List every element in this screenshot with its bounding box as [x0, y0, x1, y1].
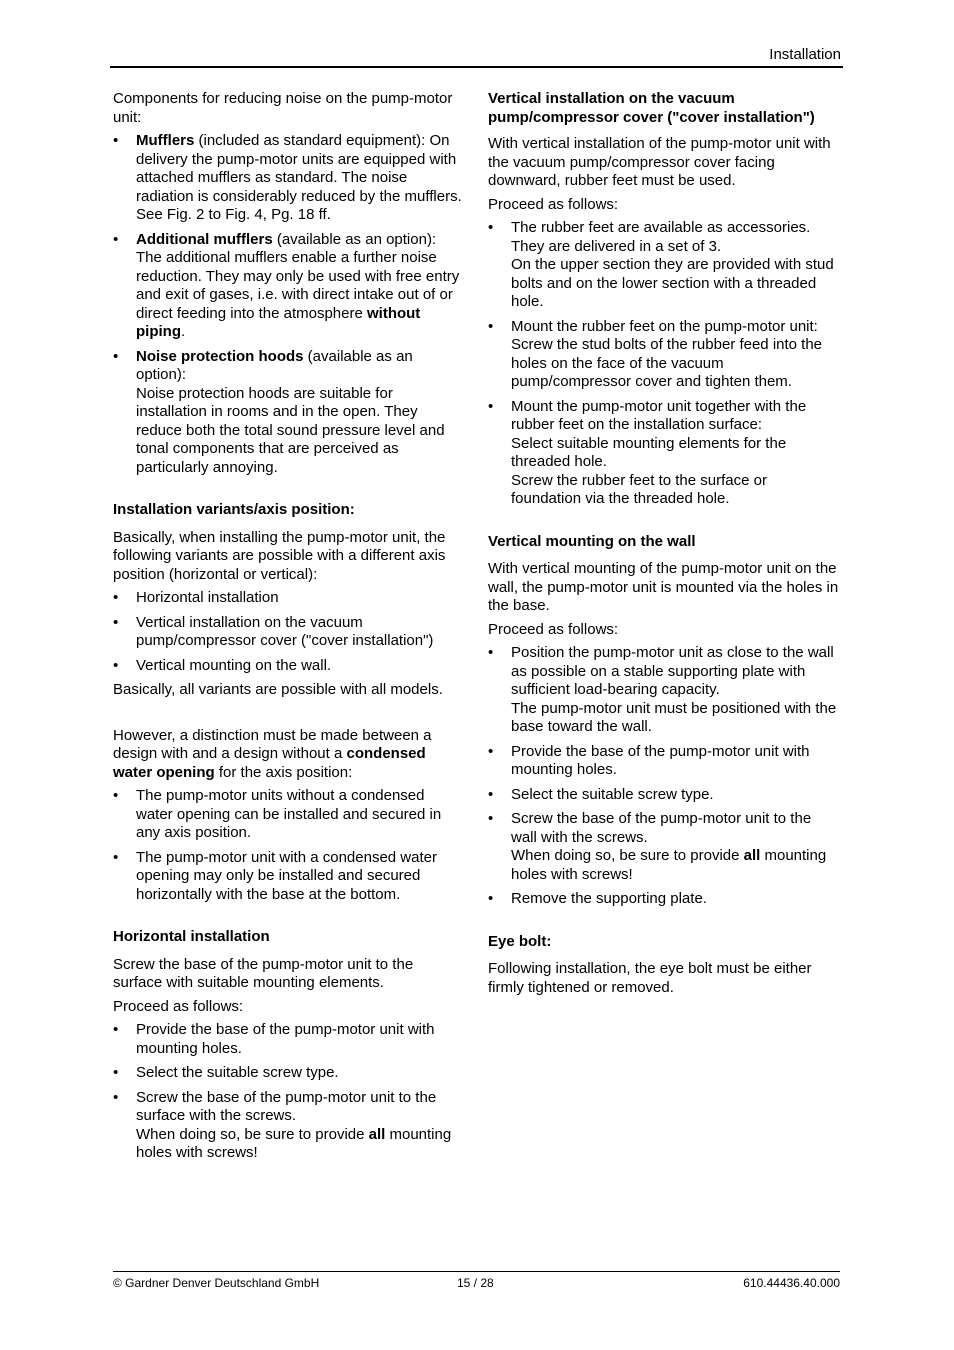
emphasis: condensed water opening	[113, 745, 426, 781]
page-header	[110, 46, 843, 68]
list-item: • Select the suitable screw type.	[488, 786, 840, 805]
term: Additional mufflers	[136, 230, 273, 248]
list-item: • Horizontal installation	[113, 589, 465, 608]
paragraph: Screw the base of the pump-motor unit to the surface with suitable mounting elements.	[113, 955, 414, 991]
term: Noise protection hoods	[136, 347, 304, 365]
description: (available as an option): The additional mufflers enable a further noise reduction. They may only be used with free entry and exit of gases, i.e. with direct intake out of or direct feeding into the atmosphere	[136, 230, 460, 322]
list-item: • Mount the rubber feet on the pump-motor unit: Screw the stud bolts of the rubber feed into the holes on the face of the vacuum pump/compressor cover and tighten them.	[488, 318, 840, 392]
list-item: • Mount the pump-motor unit together with the rubber feet on the installation surface: Select suitable mounting elements for the threaded hole. Screw the rubber feet to the surface or foundation via the threaded hole.	[488, 398, 840, 509]
section-heading: Vertical installation on the vacuum pump/compressor cover ("cover installation")	[488, 90, 815, 126]
list-item: • The pump-motor units without a condensed water opening can be installed and secured in any axis position.	[113, 787, 465, 843]
section-heading: Vertical mounting on the wall	[488, 532, 696, 550]
paragraph: Proceed as follows:	[488, 195, 619, 213]
term: Mufflers	[136, 132, 195, 149]
list-item: • Provide the base of the pump-motor unit with mounting holes.	[488, 743, 840, 780]
emphasis: all	[368, 1125, 386, 1143]
paragraph: Proceed as follows:	[488, 620, 619, 638]
description: Noise protection hoods are suitable for installation in rooms and in the open. They reduce both the total sound pressure level and tonal components that are perceived as particularly annoying.	[136, 384, 445, 476]
variants-list	[113, 589, 465, 675]
list-item: • Select the suitable screw type.	[113, 1064, 465, 1083]
description: (available as an option):	[136, 347, 413, 383]
section-title: Installation	[769, 46, 841, 63]
description: (included as standard equipment): On delivery the pump-motor units are equipped with attached mufflers as standard. The noise radiation is considerably reduced by the mufflers. See Fig. 2 to Fig. 4, Pg. 18 ff.	[136, 132, 462, 223]
list-item: • The pump-motor unit with a condensed water opening may only be installed and secured horizontally with the base at the bottom.	[113, 849, 465, 905]
cover-steps-list	[488, 219, 840, 509]
list-item: • Position the pump-motor unit as close to the wall as possible on a stable supporting plate with sufficient load-bearing capacity. The pump-motor unit must be positioned with the base toward the wall.	[488, 644, 840, 737]
list-item: • Screw the base of the pump-motor unit to the wall with the screws. When doing so, be sure to provide all mounting holes with screws!	[488, 810, 840, 884]
section-heading: Horizontal installation	[113, 928, 270, 945]
wall-steps-list	[488, 644, 840, 909]
document-number: 610.44436.40.000	[743, 1276, 840, 1290]
list-item: • Vertical installation on the vacuum pump/compressor cover ("cover installation")	[113, 614, 465, 651]
page-number: 15 / 28	[457, 1276, 494, 1290]
list-item: • Remove the supporting plate.	[488, 890, 840, 909]
list-item	[113, 132, 465, 225]
section-heading: Installation variants/axis position:	[113, 501, 355, 518]
copyright: © Gardner Denver Deutschland GmbH	[113, 1276, 320, 1290]
paragraph: Proceed as follows:	[113, 997, 244, 1015]
punctuation: .	[181, 323, 186, 340]
noise-intro: Components for reducing noise on the pump-motor unit:	[113, 90, 453, 126]
list-item	[113, 231, 465, 342]
list-item: • Screw the base of the pump-motor unit to the surface with the screws. When doing so, be sure to provide all mounting holes with screws!	[113, 1089, 465, 1163]
list-item: • The rubber feet are available as accessories. They are delivered in a set of 3. On the upper section they are provided with stud bolts and on the lower section with a threaded hole.	[488, 219, 840, 312]
list-item: • Provide the base of the pump-motor unit with mounting holes.	[113, 1021, 465, 1058]
distinction-list	[113, 787, 465, 904]
noise-components-list	[113, 132, 465, 477]
horizontal-steps-list	[113, 1021, 465, 1163]
section-heading: Eye bolt:	[488, 932, 552, 950]
list-item	[113, 348, 465, 478]
paragraph: Following installation, the eye bolt must be either firmly tightened or removed.	[488, 960, 812, 996]
list-item: • Vertical mounting on the wall.	[113, 657, 465, 676]
emphasis: all	[743, 847, 761, 864]
left-column	[113, 90, 465, 1169]
emphasis: without piping	[136, 304, 421, 340]
paragraph: Basically, when installing the pump-motor unit, the following variants are possible with a different axis position (horizontal or vertical):	[113, 528, 446, 583]
paragraph: With vertical mounting of the pump-motor unit on the wall, the pump-motor unit is mounted via the holes in the base.	[488, 560, 839, 614]
paragraph: With vertical installation of the pump-motor unit with the vacuum pump/compressor cover facing downward, rubber feet must be used.	[488, 135, 831, 189]
paragraph: However, a distinction must be made between a design with and a design without a condensed water opening for the axis position:	[113, 726, 432, 781]
right-column	[488, 90, 840, 1002]
paragraph: Basically, all variants are possible with all models.	[113, 681, 443, 698]
page-footer	[113, 1271, 840, 1290]
